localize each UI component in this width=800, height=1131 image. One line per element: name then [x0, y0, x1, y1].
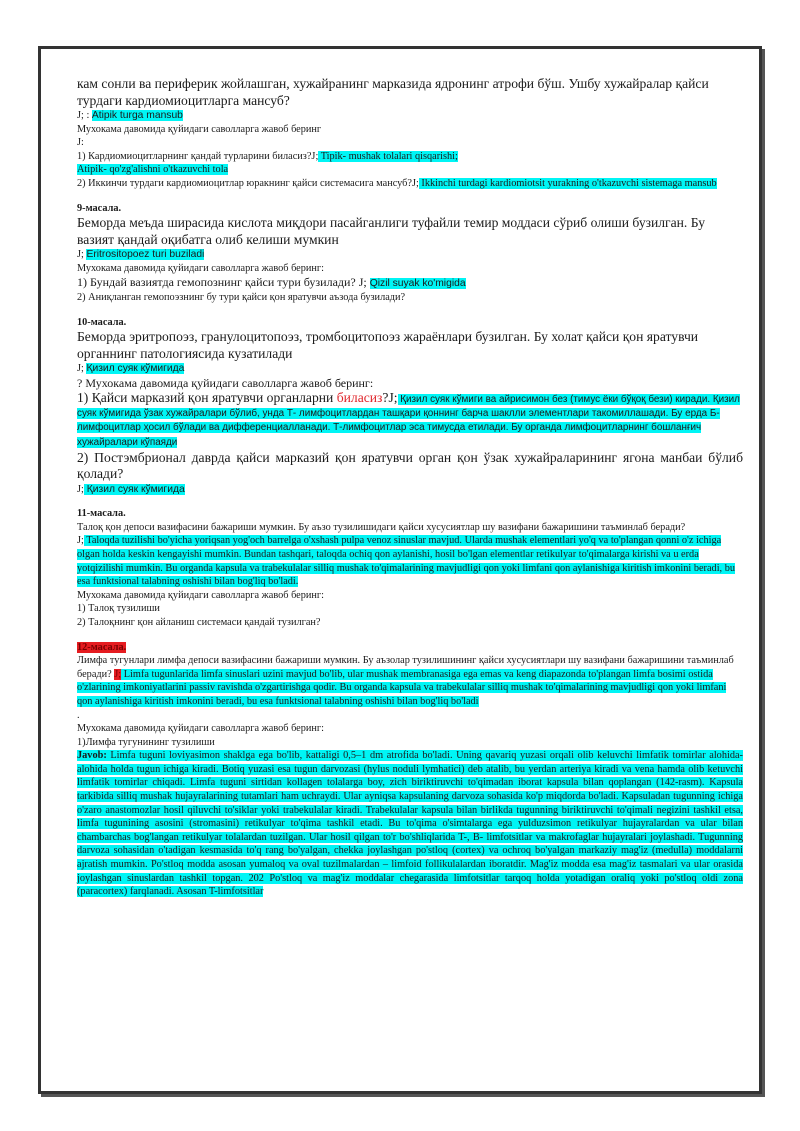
problem-11-discuss: Мухокама давомида қуйидаги саволларга жавоб беринг:: [77, 589, 325, 601]
intro-a1b: Atipik- qo'zg'alishni o'tkazuvchi tola: [77, 164, 229, 176]
problem-9-discuss: Мухокама давомида қуйидаги саволларга жавоб беринг:: [77, 262, 325, 274]
problem-12-question: Лимфа тугунлари лимфа депоси вазифасини бажариши мумкин. Бу аъзолар тузилишининг қайси хусусиятлари шу вазифани бажаришини таъминлаб беради? J; Limfa tugunlarida limfa sinuslari uzini mavjud bo'lib, ular mushak membranasiga ega emas va keng diapazonda to'plangan limfa bosimi ostida o'zlarining imkoniyatlarini passiv ravishda o'zgartirishga qodir. Bu organda kapsula va trabekulalar silliq mushak to'qimalarining mavjudligi qon yoki limfani qon aylanishiga kiritish imkonini beradi, bu esa funktsional talabning oshishi bilan bog'liq bo'ladi: [77, 655, 734, 707]
intro-q1: 1) Кардиомиоцитларнинг қандай турларини биласиз?J; Tipik- mushak tolalari qisqarishi;: [77, 150, 458, 162]
problem-10-answer: J; Қизил суяк кўмигида: [77, 363, 185, 375]
intro-answer: J; : Atipik turga mansub: [77, 110, 183, 121]
problem-10-title: 10-масала.: [77, 316, 127, 328]
intro-answer-text: Atipik turga mansub: [91, 110, 183, 121]
problem-11-q2: 2) Талоқнинг қон айланиш системаси қандай тузилган?: [77, 616, 321, 628]
problem-10-q2: 2) Постэмбрионал даврда қайси марказий қон яратувчи орган қон ўзак хужайраларининг ягона манбаи бўлиб қолади?: [77, 449, 743, 482]
problem-12-discuss: Мухокама давомида қуйидаги саволларга жавоб беринг:: [77, 723, 325, 735]
problem-10-q1: 1) Қайси марказий қон яратувчи органларни биласиз?J; Қизил суяк кўмиги ва айрисимон без (тимус ёки бўқоқ бези) киради. Қизил суяк кўмигида ўзак хужайралари бўлиб, унда Т- лимфоцитлардан ташқари қоннинг барча шаклли элементлари такомиллашади. Бу ерда Б-лимфоцитлар ҳосил бўлади ва дифференциалланади. Т-лимфоцитлар эса тимусда етилади. Бу органда лимфоцитларнинг бошланғич хужайралари кўпаяди: [77, 390, 740, 448]
problem-11-q1: 1) Талоқ тузилиши: [77, 603, 160, 615]
problem-9-q2: 2) Аниқланган гемопоэзнинг бу тури қайси қон яратувчи аъзода бузилади?: [77, 291, 406, 303]
document-body: [77, 76, 743, 899]
problem-11-answer: J; Taloqda tuzilishi bo'yicha yoriqsan yog'och barrelga o'xshash pulpa venoz sinuslar mavjud. Ularda mushak elementlari yo'q va to'plangan qonni o'z ichiga olgan holda keskin kengayishi mumkin. Bundan tashqari, taloqda ochiq qon aylanishi, hosil bo'lgan elementlar retikulyar to'qimalarga kirishi va u erda yotqizilishi mumkin. Bu organda kapsula va trabekulalar silliq mushak to'qimalarining mavjudligi qon yoki limfani qon aylanishiga kiritish imkonini beradi, bu esa funktsional talabning oshishi bilan bog'liq bo'ladi.: [77, 535, 735, 588]
intro-q2: 2) Иккинчи турдаги кардиомиоцитлар юракнинг қайси системасига мансуб?J; Ikkinchi turdagi kardiomiotsit yurakning o'tkazuvchi sistemaga mansub: [77, 177, 717, 189]
problem-12-title: 12-масала.: [77, 641, 127, 653]
problem-12-q1: 1)Лимфа тугунининг тузилиши: [77, 736, 215, 748]
intro-j: J:: [77, 137, 84, 149]
problem-11-question: Талоқ қон депоси вазифасини бажариши мумкин. Бу аъзо тузилишидаги қайси хусусиятлар шу вазифани бажаришини таъминлаб беради?: [77, 521, 686, 533]
problem-11-title: 11-масала.: [77, 508, 126, 520]
problem-12-dot: .: [77, 709, 80, 721]
problem-9-question: Беморда меъда ширасида кислота миқдори пасайганлиги туфайли темир моддаси сўриб олиши бузилган. Бу вазият қандай оқибатга олиб келиши мумкин: [77, 215, 705, 247]
intro-question: кам сонли ва периферик жойлашган, хужайранинг марказида ядронинг атрофи бўш. Ушбу хужайралар қайси турдаги кардиомиоцитларга мансуб?: [77, 76, 709, 108]
problem-10-question: Беморда эритропоэз, гранулоцитопоэз, тромбоцитопоэз жараёнлари бузилган. Бу холат қайси қон яратувчи органнинг патологиясида кузатилади: [77, 329, 699, 361]
problem-12-answer: Javob: Limfa tuguni loviyasimon shaklga ega bo'lib, kattaligi 0,5–1 dm atrofida bo'ladi. Uning qavariq yuzasi orqali olib keluvchi limfatik tomirlar alohida-alohida holda tugun ichiga kiradi. Botiq yuzasi esa tugun darvozasi (hylus noduli lymhatici) deb atalib, bu yerdan arteriya kiradi va vena hamda olib ketuvchi limfatik tomirlar chiqadi. Limfa tuguni sirtidan kollagen tolalarga boy, zich biriktiruvchi to'qimadan iborat kapsula bilan qoplangan (142-rasm). Kapsula tarkibida silliq mushak hujayralarining tutamlari ham uchraydi. Ular ayniqsa kapsulaning darvoza sohasida ko'p miqdorda bo'ladi. Kapsuladan tugunning ichiga o'zaro anastomozlar hosil qiluvchi to'siklar yoki trabekulalar kiradi. Trabekulalar kapsula bilan birlikda tugunning biriktiruvchi to'qimali negizini tashkil etsa, limfa tugunining asosini (stromasini) retikulyar to'qima tashkil etadi. Bu to'qima o'simtalarga ega yulduzsimon retikulyar hujayralardan va ular bilan chambarchas bog'langan retikulyar tolalardan tuzilgan. Ular hosil qilgan to'r bo'shliqlarida T-, B- limfotsitlar va makrofaglar hujayralari joylashadi. Tugunning darvoza sohasidan o'tadigan kesmasida to'q rang bo'yalgan, chekka joylashgan po'stloq (cortex) va ochroq bo'yalgan markaziy mag'iz (medulla) moddalarni ajratish mumkin. Po'stloq modda asosan yumaloq va oval tuzilmalardan – limfoid follikulalardan iboratdir. Mag'iz modda esa mag'iz tasmalari va ular orasida joylashgan sinuslardan tashkil topgan. 202 Po'stloq va mag'iz moddalar chegarasida limfotsitlar tarqoq holda yotadigan oraliq yoki po'stloq oldi zona (paracortex) farqlanadi. Asosan T-limfotsitlar: [77, 750, 743, 898]
problem-10-answer-2: J; Қизил суяк кўмигида: [77, 483, 185, 495]
problem-9-title: 9-масала.: [77, 202, 122, 214]
problem-10-discuss: ? Мухокама давомида қуйидаги саволларга жавоб беринг:: [77, 375, 374, 390]
intro-discuss: Мухокама давомида қуйидаги саволларга жавоб беринг: [77, 123, 322, 135]
problem-9-answer: J; Eritrositopoez turi buziladi: [77, 249, 205, 261]
problem-9-q1: 1) Бундай вазиятда гемопознинг қайси тури бузилади? J; Qizil suyak ko'migida: [77, 275, 466, 290]
